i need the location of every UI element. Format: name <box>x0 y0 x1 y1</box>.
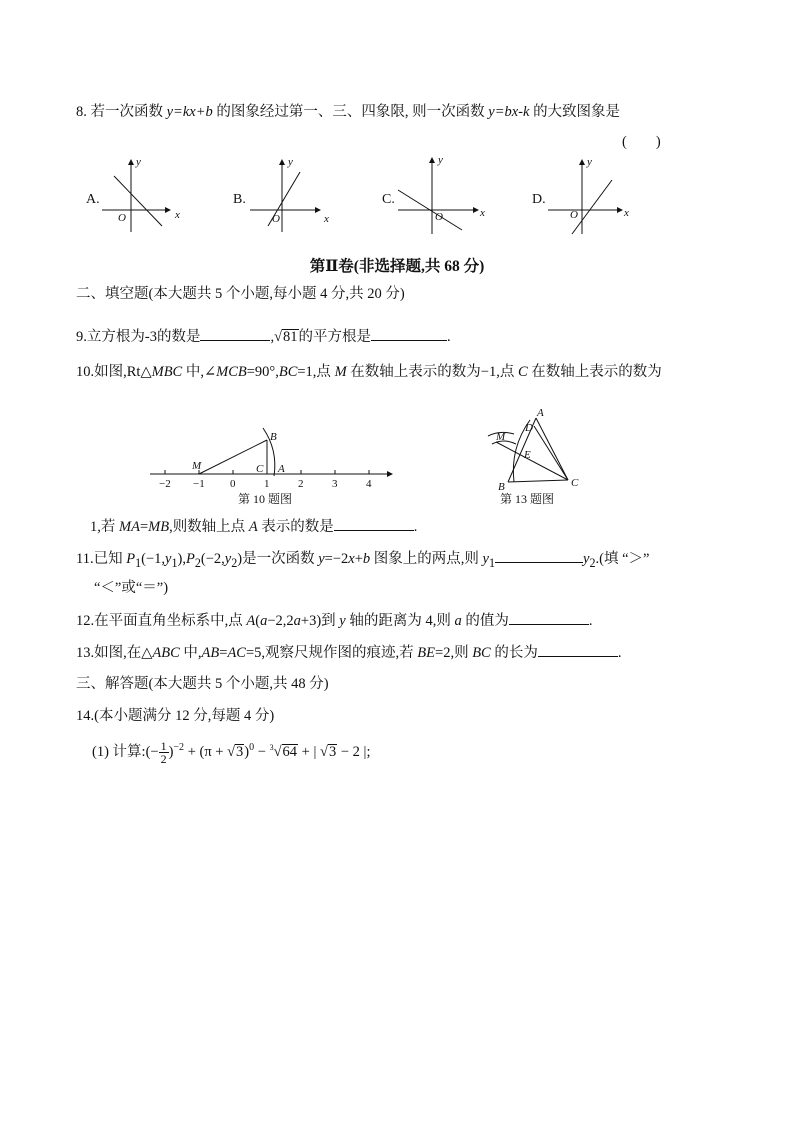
point-m-label: M <box>192 460 202 472</box>
question-9: 9.立方根为-3的数是 ,√81的平方根是 . <box>76 326 451 347</box>
figures <box>0 400 794 520</box>
question-10: 10.如图,Rt△MBC 中,∠MCB=90°,BC=1,点 M 在数轴上表示的数为−1,点 C 在数轴上表示的数为 <box>76 364 662 380</box>
origin-label: O <box>118 212 126 224</box>
axis-x-label: x <box>624 207 629 219</box>
fraction: $\frac{1}{2}$ <box>160 739 167 766</box>
question-8: 8. 若一次函数 y=kx+b 的图象经过第一、三、四象限, 则一次函数 y=bx-k 的大致图象是 <box>76 104 621 120</box>
figure-10-caption: 第 10 题图 <box>238 492 293 506</box>
question-14-part-1: (1) 计算:(− $\frac{1}{2}$ )$^{-2} + (\pi + √3)^0 - ^3√64$ + | √3 − 2 |; <box>92 739 371 766</box>
tick-label: 4 <box>366 478 372 490</box>
section-2-heading: 二、填空题(本大题共 5 个小题,每小题 4 分,共 20 分) <box>76 286 405 302</box>
option-a-graph <box>102 160 170 232</box>
part-2-title: 第Ⅱ卷(非选择题,共 68 分) <box>309 258 485 275</box>
axis-x-label: x <box>324 213 329 225</box>
question-13: 13.如图,在△ABC 中,AB=AC=5,观察尺规作图的痕迹,若 BE=2,则 BC 的长为 . <box>76 642 621 663</box>
question-10-continued: 1,若 MA=MB,则数轴上点 A 表示的数是 . <box>90 516 417 537</box>
point-b-label: B <box>270 431 277 443</box>
answer-blank[interactable] <box>538 642 618 657</box>
axis-y-label: y <box>136 156 141 168</box>
point-a-label: A <box>278 463 285 475</box>
option-a-label: A. <box>86 192 100 207</box>
question-12: 12.在平面直角坐标系中,点 A(a−2,2a+3)到 y 轴的距离为 4,则 a 的值为 . <box>76 610 592 631</box>
point-c-label: C <box>256 463 264 475</box>
point-b-label: B <box>498 481 505 493</box>
point-e-label: E <box>524 449 531 461</box>
tick-label: 1 <box>264 478 270 490</box>
question-11-continued: “＜”或“＝”) <box>94 580 169 596</box>
axis-y-label: y <box>587 156 592 168</box>
section-3-heading: 三、解答题(本大题共 5 个小题,共 48 分) <box>76 676 329 692</box>
function-2: y=bx-k <box>488 104 530 120</box>
option-b-graph <box>250 160 320 232</box>
axis-x-label: x <box>480 207 485 219</box>
answer-paren: ( ) <box>622 134 661 150</box>
axis-y-label: y <box>438 154 443 166</box>
tick-label: −1 <box>193 478 205 490</box>
option-d-graph <box>548 160 622 234</box>
point-m-label: M <box>496 431 506 443</box>
option-c-label: C. <box>382 192 395 207</box>
answer-blank[interactable] <box>200 326 270 341</box>
origin-label: O <box>272 213 280 225</box>
point-c-label: C <box>571 477 579 489</box>
point-a-label: A <box>537 407 544 419</box>
option-d-label: D. <box>532 192 546 207</box>
tick-label: 0 <box>230 478 236 490</box>
answer-blank[interactable] <box>334 516 414 531</box>
function-1: y=kx+b <box>166 104 213 120</box>
question-14-heading: 14.(本小题满分 12 分,每题 4 分) <box>76 708 275 724</box>
question-11: 11.已知 $P_1(-1,y_1),P_2(-2,y_2)$是一次函数 y=−2x+b 图象上的两点,则 $y_1$ $y_2$.(填 “＞” <box>76 548 649 573</box>
answer-blank[interactable] <box>371 326 447 341</box>
answer-blank[interactable] <box>509 610 589 625</box>
axis-y-label: y <box>288 156 293 168</box>
figure-13-caption: 第 13 题图 <box>500 492 555 506</box>
answer-blank[interactable] <box>495 548 583 563</box>
tick-label: 2 <box>298 478 304 490</box>
origin-label: O <box>570 209 578 221</box>
origin-label: O <box>435 211 443 223</box>
tick-label: −2 <box>159 478 171 490</box>
point-d-label: D <box>525 422 533 434</box>
tick-label: 3 <box>332 478 338 490</box>
option-graphs <box>0 0 794 250</box>
axis-x-label: x <box>175 209 180 221</box>
option-b-label: B. <box>233 192 246 207</box>
